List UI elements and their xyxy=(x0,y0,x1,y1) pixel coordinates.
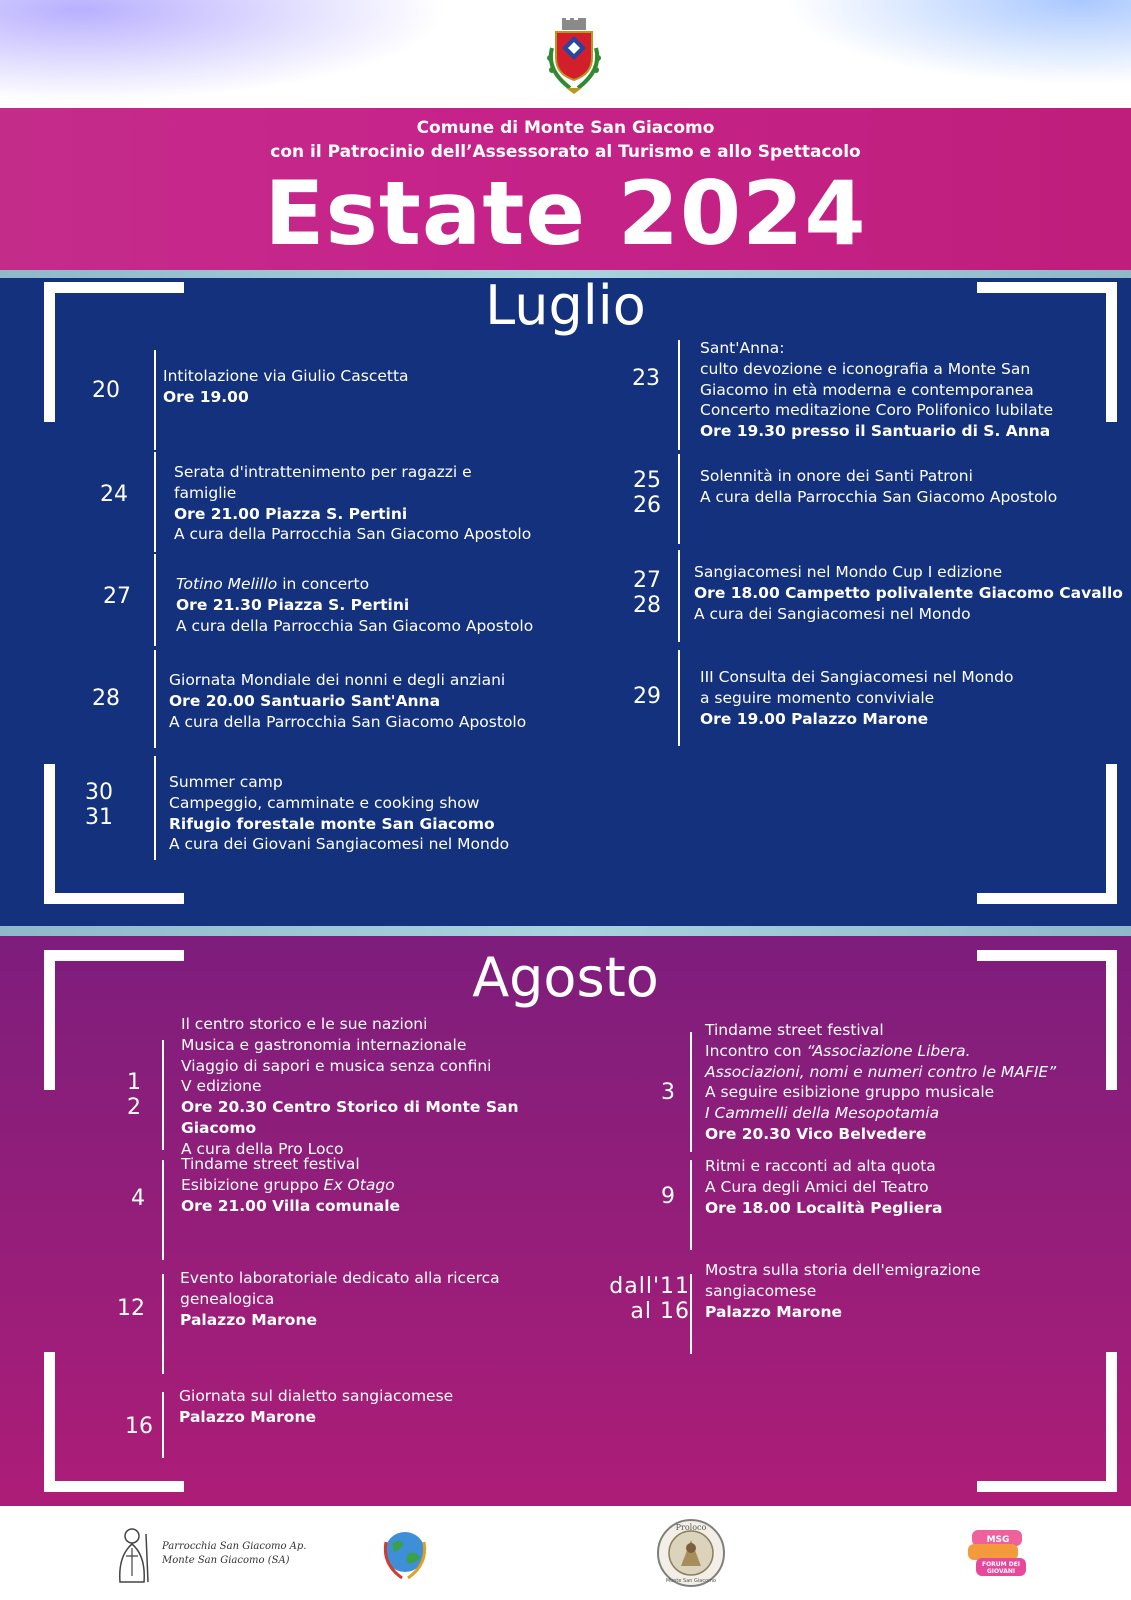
event-day: dall'11 al 16 xyxy=(609,1274,690,1324)
event-text: Tindame street festival Incontro con “Associazione Libera. Associazioni, nomi e numeri contro le MAFIE” A seguire esibizione gruppo musicale I Cammelli della Mesopotamia Ore 20.30 Vico Belvedere xyxy=(705,1021,1057,1143)
parrocchia-logo xyxy=(112,1526,307,1586)
section-luglio xyxy=(0,274,1131,926)
event-text: Sangiacomesi nel Mondo Cup I edizione Ore 18.00 Campetto polivalente Giacomo Cavallo A cura dei Sangiacomesi nel Mondo xyxy=(694,563,1123,623)
event-text: Evento laboratoriale dedicato alla ricerca genealogica Palazzo Marone xyxy=(180,1269,500,1329)
event-text: Sant'Anna: culto devozione e iconografia a Monte San Giacomo in età moderna e contemporanea Concerto meditazione Coro Polifonico Iubilate Ore 19.30 presso il Santuario di S. Anna xyxy=(700,339,1054,441)
event-item xyxy=(66,650,626,748)
divider-line xyxy=(678,650,680,746)
event-day: 24 xyxy=(100,482,128,507)
event-item xyxy=(606,340,1086,450)
svg-text:Monte San Giacomo: Monte San Giacomo xyxy=(665,1578,717,1584)
event-text: Totino Melillo in concerto Ore 21.30 Piazza S. Pertini A cura della Parrocchia San Giacomo Apostolo xyxy=(176,575,534,635)
divider-line xyxy=(154,756,156,860)
event-day: 25 26 xyxy=(633,468,661,518)
divider-line xyxy=(678,550,680,642)
event-item xyxy=(624,1157,1094,1250)
footer-sponsors xyxy=(0,1506,1131,1600)
event-text: Tindame street festival Esibizione gruppo Ex Otago Ore 21.00 Villa comunale xyxy=(181,1155,401,1215)
proloco-seal-icon xyxy=(656,1518,726,1588)
event-item xyxy=(100,1269,660,1374)
event-text: Giornata sul dialetto sangiacomese Palazzo Marone xyxy=(179,1387,454,1426)
event-day: 27 xyxy=(103,584,131,609)
event-item xyxy=(70,452,630,552)
event-text: Il centro storico e le sue nazioni Musica e gastronomia internazionale Viaggio di sapori e musica senza confini V edizione Ore 20.30 Centro Storico di Monte San Giacomo A cura della Pro Loco xyxy=(181,1015,519,1158)
event-item xyxy=(70,554,630,646)
event-item xyxy=(100,1155,660,1260)
event-day: 27 28 xyxy=(633,568,661,618)
parrocchia-label: Parrocchia San Giacomo Ap. Monte San Giacomo (SA) xyxy=(162,1541,307,1566)
event-item xyxy=(66,350,666,450)
divider-band xyxy=(0,926,1131,936)
svg-text:GIOVANI: GIOVANI xyxy=(986,1568,1016,1575)
forum-giovani-logo xyxy=(966,1528,1030,1580)
event-item xyxy=(66,756,626,860)
month-title-agosto: Agosto xyxy=(472,946,659,1009)
divider-line xyxy=(678,340,680,450)
event-text: Solennità in onore dei Santi Patroni A cura della Parrocchia San Giacomo Apostolo xyxy=(700,467,1058,506)
divider-line xyxy=(162,1274,164,1374)
frame-corner xyxy=(977,1352,1117,1492)
event-day: 30 31 xyxy=(85,780,113,830)
header-patronage: con il Patrocinio dell’Assessorato al Turismo e allo Spettacolo xyxy=(270,142,861,162)
event-item xyxy=(606,550,1123,642)
divider-line xyxy=(154,452,156,552)
month-title-luglio: Luglio xyxy=(485,274,646,337)
divider-line xyxy=(162,1392,164,1458)
svg-text:Proloco: Proloco xyxy=(675,1523,707,1532)
divider-line xyxy=(162,1160,164,1260)
divider-line xyxy=(154,554,156,646)
saint-figure-icon xyxy=(112,1526,156,1584)
event-day: 28 xyxy=(92,686,120,711)
proloco-logo xyxy=(656,1518,726,1588)
event-day: 4 xyxy=(131,1186,145,1211)
event-day: 1 2 xyxy=(127,1070,141,1120)
globe-association-icon xyxy=(380,1524,430,1582)
event-day: 29 xyxy=(633,684,661,709)
event-item xyxy=(100,1387,660,1458)
section-agosto xyxy=(0,936,1131,1506)
event-item xyxy=(606,650,1086,746)
event-item xyxy=(100,1015,660,1158)
event-text: III Consulta dei Sangiacomesi nel Mondo a seguire momento conviviale Ore 19.00 Palazzo Marone xyxy=(700,668,1014,728)
event-text: Mostra sulla storia dell'emigrazione sangiacomese Palazzo Marone xyxy=(705,1261,981,1321)
header-banner xyxy=(0,108,1131,270)
event-item xyxy=(596,1261,1096,1354)
event-day: 12 xyxy=(117,1296,145,1321)
frame-corner xyxy=(977,764,1117,904)
page-title: Estate 2024 xyxy=(264,162,867,265)
event-text: Intitolazione via Giulio Cascetta Ore 19.00 xyxy=(163,367,409,406)
event-text: Summer camp Campeggio, camminate e cooking show Rifugio forestale monte San Giacomo A cura dei Giovani Sangiacomesi nel Mondo xyxy=(169,773,510,854)
event-day: 9 xyxy=(661,1184,675,1209)
event-item xyxy=(624,1021,1094,1152)
event-item xyxy=(606,454,1086,544)
forum-giovani-icon xyxy=(966,1528,1030,1580)
divider-line xyxy=(678,454,680,544)
divider-line xyxy=(690,1160,692,1250)
municipal-crest-icon xyxy=(540,18,608,96)
event-text: Ritmi e racconti ad alta quota A Cura degli Amici del Teatro Ore 18.00 Località Pegliera xyxy=(705,1157,943,1217)
header-organizer: Comune di Monte San Giacomo xyxy=(416,118,715,138)
event-day: 20 xyxy=(92,378,120,403)
event-day: 23 xyxy=(632,366,660,391)
divider-line xyxy=(154,650,156,748)
divider-line xyxy=(690,1032,692,1152)
svg-text:FORUM DEI: FORUM DEI xyxy=(981,1561,1021,1568)
event-text: Giornata Mondiale dei nonni e degli anziani Ore 20.00 Santuario Sant'Anna A cura della Parrocchia San Giacomo Apostolo xyxy=(169,671,527,731)
divider-line xyxy=(162,1040,164,1150)
event-text: Serata d'intrattenimento per ragazzi e famiglie Ore 21.00 Piazza S. Pertini A cura della Parrocchia San Giacomo Apostolo xyxy=(174,463,532,544)
event-day: 3 xyxy=(661,1080,675,1105)
event-day: 16 xyxy=(125,1414,153,1439)
svg-text:MSG: MSG xyxy=(986,1535,1010,1545)
divider-line xyxy=(154,350,156,450)
divider-line xyxy=(690,1274,692,1354)
